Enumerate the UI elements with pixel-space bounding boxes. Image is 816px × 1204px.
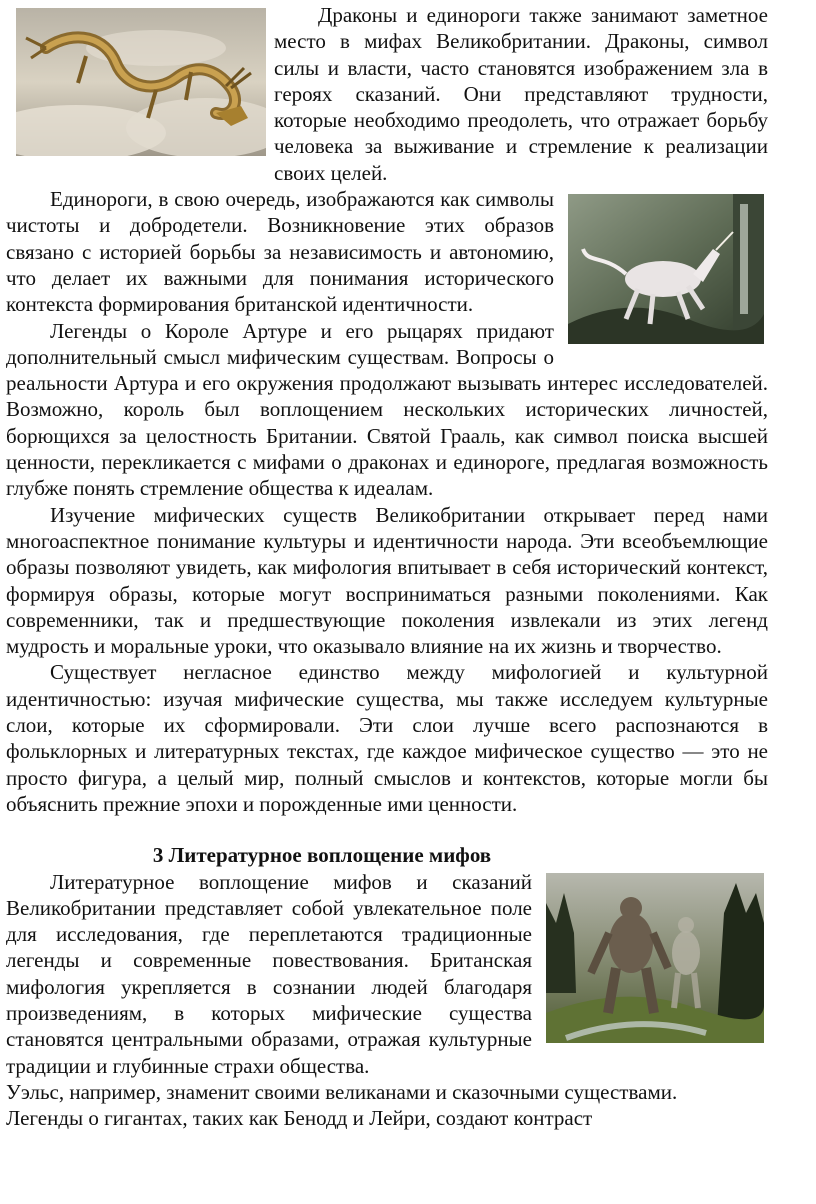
paragraph-5: Существует негласное единство между мифологией и культурной идентичностью: изучая мифические существа, мы также исследуем культурные слои, которые их сформировали. Эти слои лучше всего распознаются в фольклорных и литературных текстах, где каждое мифическое существо — это не просто фигура, а целый мир, полный смыслов и контекстов, которые могли бы объяснить прежние эпохи и порожденные ими ценности. (6, 660, 768, 816)
paragraph-4: Изучение мифических существ Великобритании открывает перед нами многоаспектное понимание культуры и идентичности народа. Эти всеобъемлющие образы позволяют увидеть, как мифология впитывает в себя исторический контекст, формируя образы, которые могут восприниматься разными поколениями. Как современники, так и предшествующие поколения извлекали из этих легенд мудрость и моральные уроки, что оказывало влияние на их жизнь и творчество. (6, 502, 768, 659)
dragon-illustration (16, 8, 266, 156)
document-page (6, 2, 768, 1131)
section-spacer (6, 817, 768, 842)
paragraph-3: Легенды о Короле Артуре и его рыцарях придают дополнительный смысл мифическим существам. Вопросы о реальности Артура и его окружения продолжают вызывать интерес исследователей. Возможно, король был воплощением нескольких исторических личностей, борющихся за целостность Британии. Святой Грааль, как символ поиска высшей ценности, перекликается с мифами о драконах и единороге, предлагая возможность глубже понять стремление общества к идеалам. (6, 318, 768, 501)
paragraph-2: Единороги, в свою очередь, изображаются как символы чистоты и добродетели. Возникновение этих образов связано с историей борьбы за независимость и автономию, что делает их важными для понимания исторического контекста формирования британской идентичности. (6, 187, 554, 317)
paragraph-1: Драконы и единороги также занимают заметное место в мифах Великобритании. Драконы, символ силы и власти, часто становятся изображением зла в героях сказаний. Они представляют трудности, которые необходимо преодолеть, что отражает борьбу человека за выживание и стремление к реализации своих целей. (274, 3, 768, 185)
unicorn-illustration (568, 194, 764, 344)
paragraph-7: Уэльс, например, знаменит своими великанами и сказочными существами. (6, 1079, 678, 1104)
giants-illustration (546, 873, 764, 1043)
giants-image (546, 873, 764, 1043)
section-heading: 3 Литературное воплощение мифов (152, 843, 492, 868)
unicorn-image (568, 194, 764, 344)
paragraph-6: Литературное воплощение мифов и сказаний Великобритании представляет собой увлекательное поле для исследования, где переплетаются традиционные легенды и современные повествования. Британская мифология укрепляется в сознании людей благодаря произведениям, в которых мифические существа становятся центральными образами, отражая культурные традиции и глубинные страхи общества. (6, 869, 532, 1078)
dragon-image (16, 8, 266, 156)
paragraph-8: Легенды о гигантах, таких как Бенодд и Лейри, создают контраст (6, 1106, 593, 1131)
